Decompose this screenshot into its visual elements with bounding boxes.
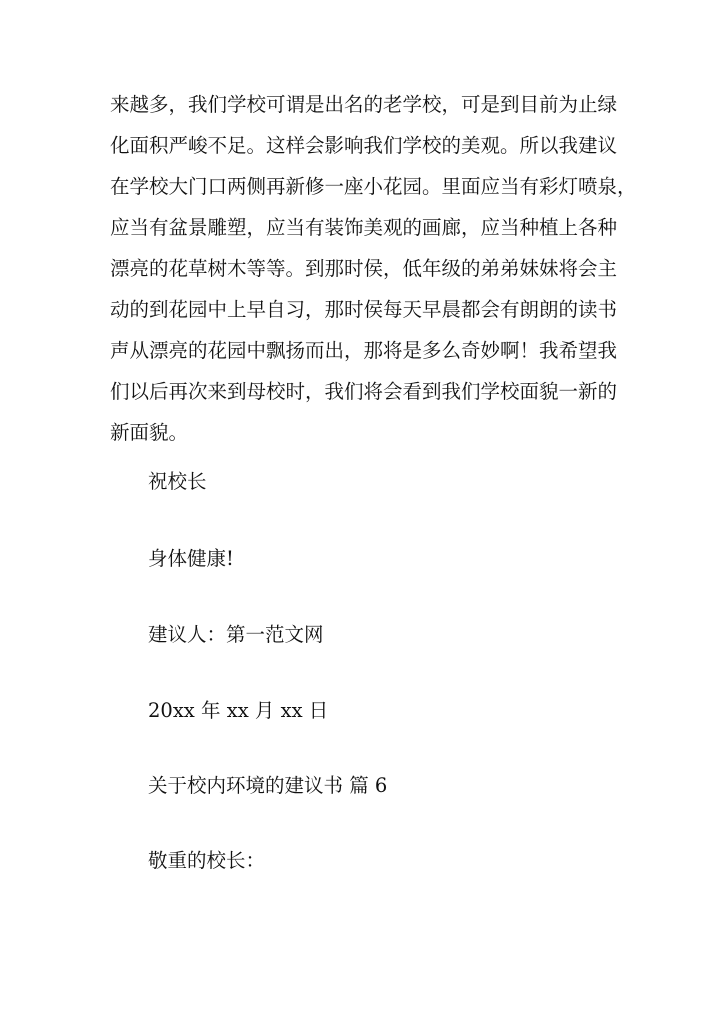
closing-health: 身体健康! (148, 547, 234, 570)
body-line: 应当有盆景雕塑，应当有装饰美观的画廊，应当种植上各种 (110, 216, 618, 239)
body-line: 来越多，我们学校可谓是出名的老学校，可是到目前为止绿 (110, 93, 618, 116)
salutation: 敬重的校长： (148, 849, 266, 872)
body-line: 新面貌。 (110, 421, 189, 444)
body-line: 们以后再次来到母校时，我们将会看到我们学校面貌一新的 (110, 380, 618, 403)
body-line: 化面积严峻不足。这样会影响我们学校的美观。所以我建议 (110, 134, 618, 157)
body-line: 漂亮的花草树木等等。到那时侯，低年级的弟弟妹妹将会主 (110, 257, 618, 280)
closing-wish: 祝校长 (148, 470, 207, 493)
date-line: 20xx 年 xx 月 xx 日 (148, 699, 329, 722)
signature: 建议人：第一范文网 (148, 623, 324, 646)
body-line: 在学校大门口两侧再新修一座小花园。里面应当有彩灯喷泉， (110, 175, 637, 198)
letter-body (110, 84, 637, 453)
section-title: 关于校内环境的建议书 篇 6 (148, 774, 388, 797)
body-line: 动的到花园中上早自习，那时侯每天早晨都会有朗朗的读书 (110, 298, 618, 321)
body-line: 声从漂亮的花园中飘扬而出，那将是多么奇妙啊！我希望我 (110, 339, 618, 362)
